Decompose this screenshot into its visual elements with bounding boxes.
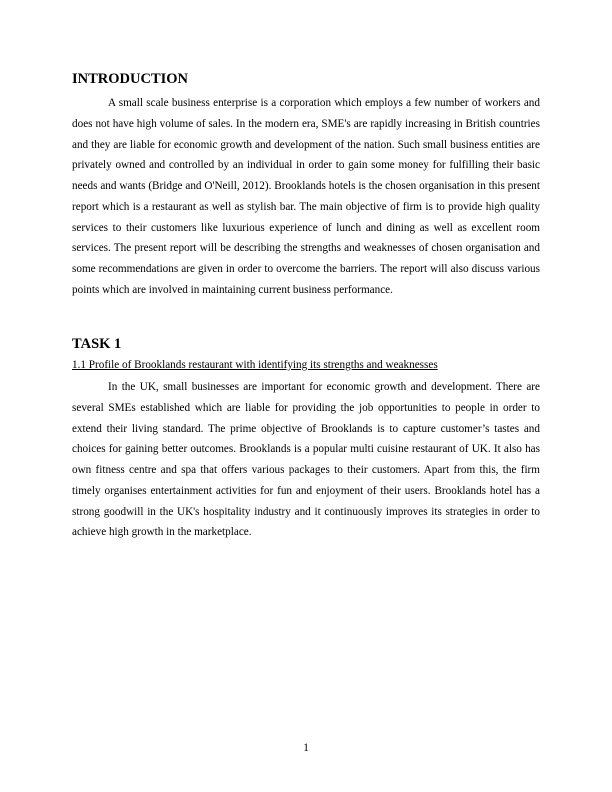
task1-heading: TASK 1 bbox=[72, 336, 122, 352]
task1-paragraph: In the UK, small businesses are important for economic growth and development. There are several SMEs established which are liable for providing the job opportunities to people in order to extend their living standard. The prime objective of Brooklands is to capture customer’s tastes and choices for gaining better outcomes. Brooklands is a popular multi cuisine restaurant of UK. It also has own fitness centre and spa that offers various packages to their customers. Apart from this, the firm timely organises entertainment activities for fun and enjoyment of their users. Brooklands hotel has a strong goodwill in the UK's hospitality industry and it continuously improves its strategies in order to achieve high growth in the marketplace. bbox=[72, 381, 540, 539]
introduction-heading: INTRODUCTION bbox=[72, 71, 189, 87]
introduction-paragraph: A small scale business enterprise is a corporation which employs a few number of workers and does not have high volume of sales. In the modern era, SME's are rapidly increasing in British countries and they are liable for economic growth and development of the nation. Such small business entities are privately owned and controlled by an individual in order to gain some money for fulfilling their basic needs and wants (Bridge and O'Neill, 2012). Brooklands hotels is the chosen organisation in this present report which is a restaurant as well as stylish bar. The main objective of firm is to provide high quality services to their customers like luxurious experience of lunch and dining as well as excellent room services. The present report will be describing the strengths and weaknesses of chosen organisation and some recommendations are given in order to overcome the barriers. The report will also discuss various points which are involved in maintaining current business performance. bbox=[72, 97, 540, 296]
task1-subheading: 1.1 Profile of Brooklands restaurant with identifying its strengths and weaknesses bbox=[72, 359, 438, 371]
page-number: 1 bbox=[303, 742, 309, 754]
